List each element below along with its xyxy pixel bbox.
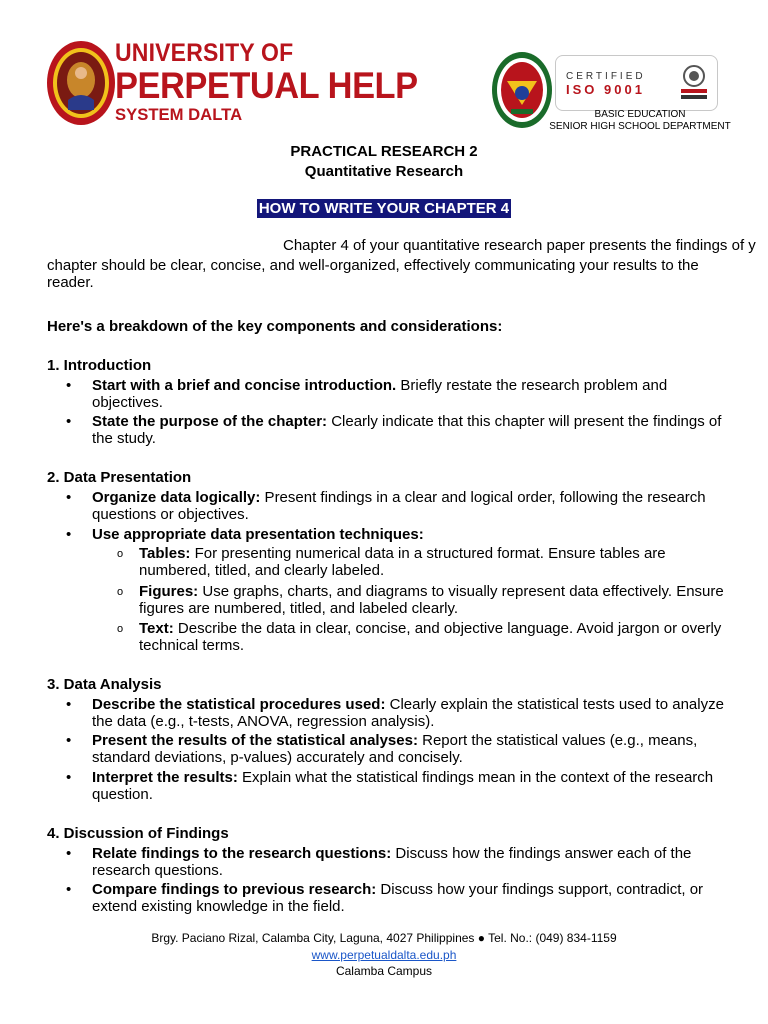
bullet-item-text: Explain what the statistical findings mean in the context of the research question. — [92, 769, 714, 803]
sub-bullet-icon: o — [117, 623, 124, 635]
bullet-icon: • — [66, 881, 72, 898]
bullet-item-text: Discuss how the findings answer each of the research questions. — [92, 845, 692, 879]
university-name-line1: UNIVERSITY OF — [115, 39, 294, 67]
chapter-banner-text: HOW TO WRITE YOUR CHAPTER 4 — [258, 200, 510, 217]
footer-address: Brgy. Paciano Rizal, Calamba City, Laguna, 4027 Philippines ● Tel. No.: (049) 834-1159 — [151, 931, 617, 945]
bullet-item-lead: Start with a brief and concise introduction. — [92, 377, 397, 394]
iso-certified-label: CERTIFIED — [566, 71, 646, 82]
breakdown-heading: Here's a breakdown of the key components and considerations: — [47, 318, 503, 335]
bullet-item — [92, 732, 732, 766]
bullet-icon: • — [66, 413, 72, 430]
document-subtitle: Quantitative Research — [304, 163, 464, 180]
sub-bullet-item — [139, 545, 739, 579]
bullet-item-lead: Relate findings to the research questions: — [92, 845, 392, 862]
bullet-icon: • — [66, 769, 72, 786]
sub-bullet-item — [139, 583, 739, 617]
bullet-item-text: Report the statistical values (e.g., means, standard deviations, p-values) accurately and concisely. — [92, 732, 698, 766]
bullet-item — [92, 769, 732, 803]
sub-bullet-item-lead: Text: — [139, 620, 174, 637]
chapter-banner — [0, 200, 768, 218]
university-name-line2: PERPETUAL HELP — [115, 65, 418, 106]
bullet-item-lead: Describe the statistical procedures used: — [92, 696, 386, 713]
bullet-icon: • — [66, 696, 72, 713]
bullet-icon: • — [66, 489, 72, 506]
bullet-item-text: Discuss how your findings support, contradict, or extend existing knowledge in the field. — [92, 881, 704, 915]
footer-campus: Calamba Campus — [335, 964, 433, 978]
bullet-item — [92, 489, 732, 523]
bullet-item-lead: State the purpose of the chapter: — [92, 413, 328, 430]
bullet-item-lead: Compare findings to previous research: — [92, 881, 377, 898]
bullet-icon: • — [66, 845, 72, 862]
sub-bullet-item-lead: Figures: — [139, 583, 199, 600]
intro-line3: reader. — [47, 274, 94, 291]
section-heading: 2. Data Presentation — [47, 469, 192, 486]
intro-line2: chapter should be clear, concise, and well-organized, effectively communicating your results to the — [47, 257, 699, 274]
university-seal-logo — [46, 40, 116, 126]
sub-bullet-icon: o — [117, 586, 124, 598]
footer-website-link[interactable]: www.perpetualdalta.edu.ph — [311, 948, 457, 962]
section-heading: 1. Introduction — [47, 357, 152, 374]
section-heading: 3. Data Analysis — [47, 676, 162, 693]
bullet-item-lead: Interpret the results: — [92, 769, 238, 786]
university-name-line3: SYSTEM DALTA — [115, 105, 243, 124]
sub-bullet-item-lead: Tables: — [139, 545, 191, 562]
bullet-item-lead: Organize data logically: — [92, 489, 261, 506]
sub-bullet-item-text: Use graphs, charts, and diagrams to visually represent data effectively. Ensure figures are numbered, titled, and labeled clearly. — [139, 583, 724, 617]
intro-line1: Chapter 4 of your quantitative research paper presents the findings of y — [283, 237, 756, 254]
bullet-item-lead: Use appropriate data presentation techniques: — [92, 526, 424, 543]
bullet-item — [92, 413, 732, 447]
bullet-item-text: Clearly explain the statistical tests used to analyze the data (e.g., t-tests, ANOVA, regression analysis). — [92, 696, 724, 730]
bullet-item-lead: Present the results of the statistical analyses: — [92, 732, 418, 749]
bullet-item-text: Briefly restate the research problem and objectives. — [92, 377, 668, 411]
iso-number-label: ISO 9001 — [566, 82, 645, 97]
certification-body-logo — [679, 64, 709, 102]
sub-bullet-icon: o — [117, 548, 124, 560]
bullet-item — [92, 526, 732, 543]
bullet-item-text: Clearly indicate that this chapter will present the findings of the study. — [92, 413, 722, 447]
department-label-line2: SENIOR HIGH SCHOOL DEPARTMENT — [549, 121, 731, 132]
section-heading: 4. Discussion of Findings — [47, 825, 229, 842]
sub-bullet-item-text: Describe the data in clear, concise, and objective language. Avoid jargon or overly technical terms. — [139, 620, 722, 654]
bullet-icon: • — [66, 377, 72, 394]
document-title: PRACTICAL RESEARCH 2 — [290, 143, 478, 160]
sub-bullet-item — [139, 620, 739, 654]
bullet-item — [92, 845, 732, 879]
bullet-icon: • — [66, 732, 72, 749]
department-label-line1: BASIC EDUCATION — [594, 109, 686, 120]
bullet-item-text: Present findings in a clear and logical order, following the research questions or objectives. — [92, 489, 706, 523]
bullet-item — [92, 696, 732, 730]
sub-bullet-item-text: For presenting numerical data in a structured format. Ensure tables are numbered, titled, and clearly labeled. — [139, 545, 666, 579]
bullet-item — [92, 377, 732, 411]
bullet-item — [92, 881, 732, 915]
bullet-icon: • — [66, 526, 72, 543]
